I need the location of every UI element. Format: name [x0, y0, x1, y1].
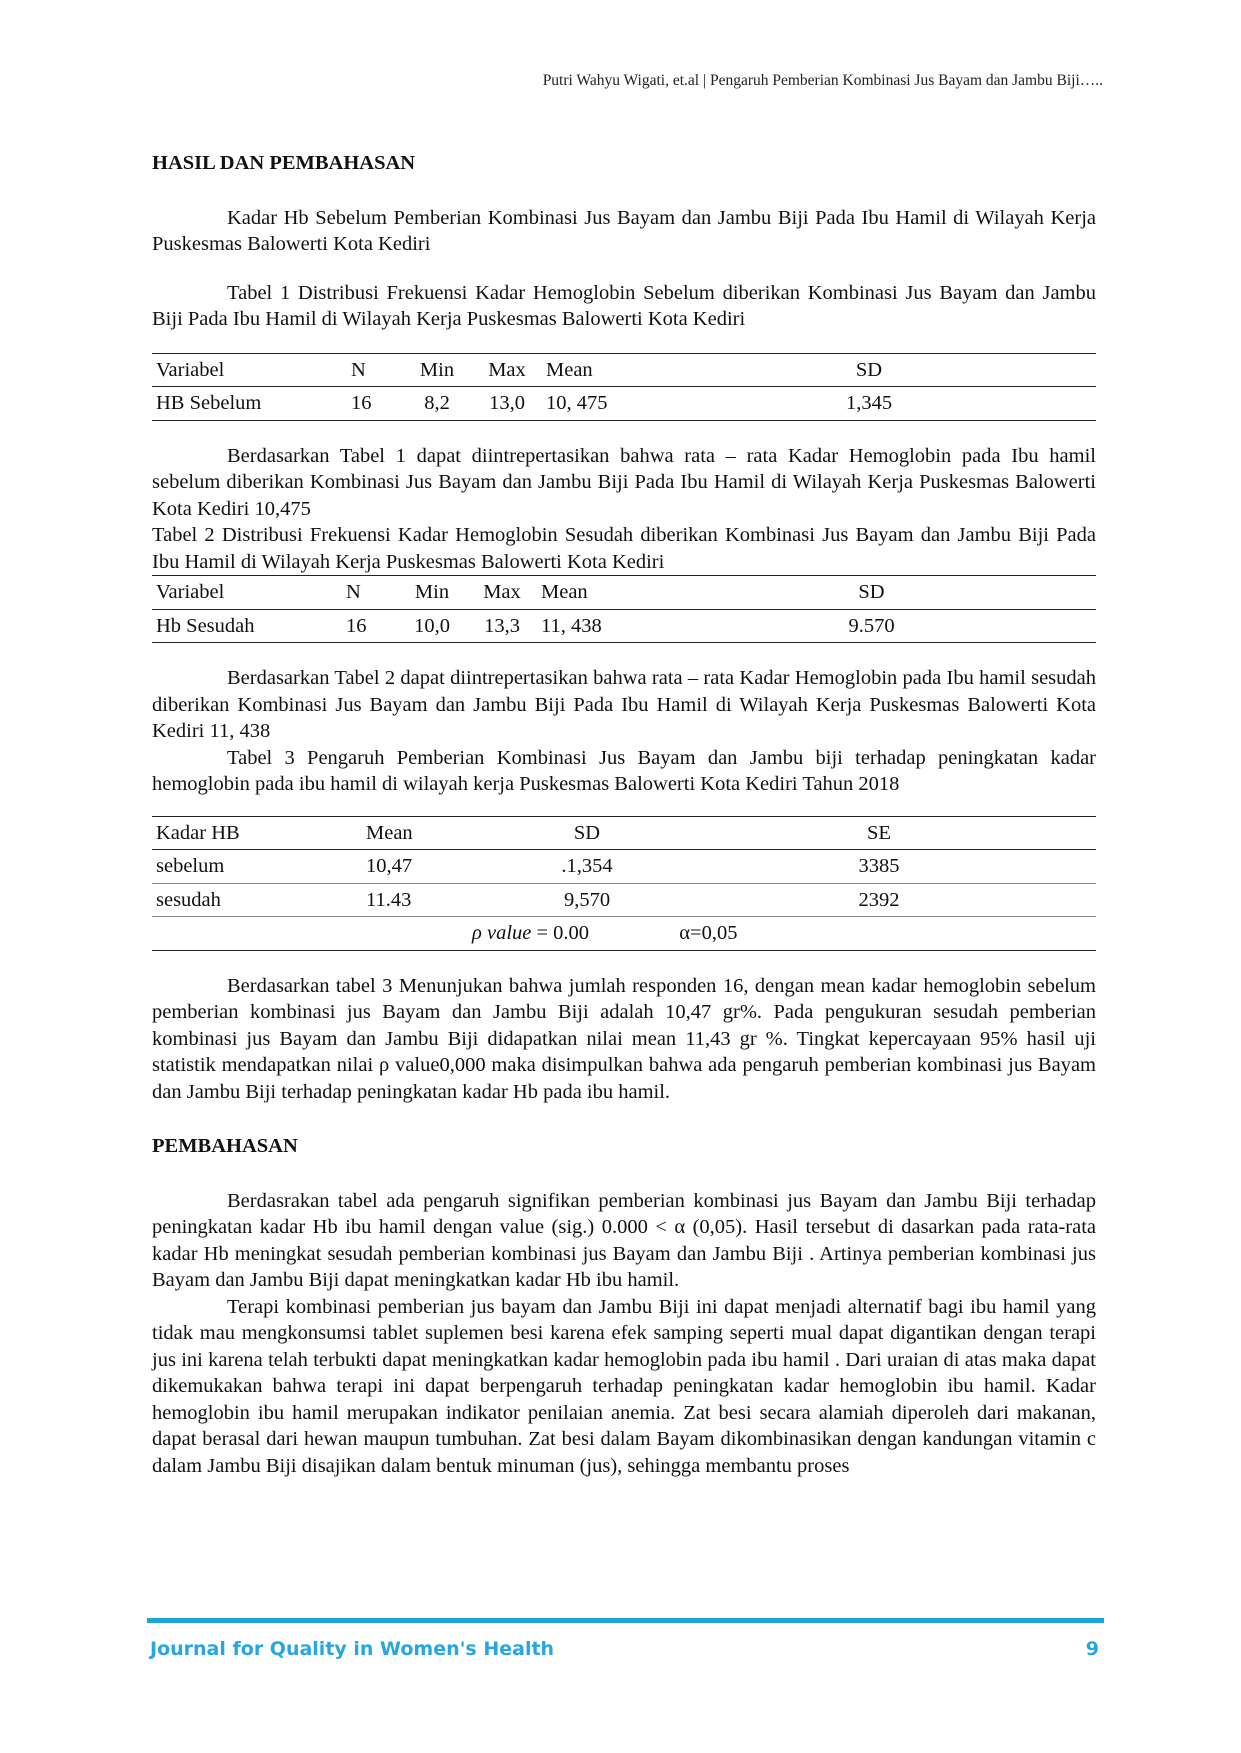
pvalue-label: ρ value	[472, 922, 532, 944]
table1-header-cell: N	[347, 353, 402, 387]
table2-header-cell: Mean	[537, 576, 647, 610]
table3-header-cell: Mean	[362, 816, 512, 850]
table1-cell: 16	[347, 387, 402, 421]
table1-cell: 8,2	[402, 387, 472, 421]
table1-cell: 10, 475	[542, 387, 642, 421]
table-1	[152, 353, 1096, 421]
table3-header-row	[152, 816, 1096, 850]
table3-header-cell: Kadar HB	[152, 816, 362, 850]
table3-cell: 11.43	[362, 883, 512, 917]
results-subtitle: Kadar Hb Sebelum Pemberian Kombinasi Jus Bayam dan Jambu Biji Pada Ibu Hamil di Wilayah Kerja Puskesmas Balowerti Kota Kediri	[152, 206, 1096, 255]
table1-header-cell: Min	[402, 353, 472, 387]
discussion-paragraph-2: Terapi kombinasi pemberian jus bayam dan Jambu Biji ini dapat menjadi alternatif bagi ibu hamil yang tidak mau mengkonsumsi tablet suplemen besi karena efek samping seperti mual dapat digantikan dengan terapi jus ini karena telah terbukti dapat meningkatkan kadar hemoglobin pada ibu hamil . Dari uraian di atas maka dapat dikemukakan bahwa terapi ini dapat berpengaruh terhadap peningkatan kadar hemoglobin ibu hamil. Kadar hemoglobin ibu hamil merupakan indikator penilaian anemia. Zat besi secara alamiah diperoleh dari makanan, dapat berasal dari hewan maupun tumbuhan. Zat besi dalam Bayam dikombinasikan dengan kandungan vitamin c dalam Jambu Biji disajikan dalam bentuk minuman (jus), sehingga membantu proses	[152, 1295, 1096, 1477]
results-paragraph-1: Berdasarkan Tabel 1 dapat diintrepertasikan bahwa rata – rata Kadar Hemoglobin pada Ibu hamil sebelum diberikan Kombinasi Jus Bayam dan Jambu Biji Pada Ibu Hamil di Wilayah Kerja Puskesmas Balowerti Kota Kediri 10,475	[152, 444, 1096, 520]
table3-cell: .1,354	[512, 850, 662, 884]
table2-header-cell: SD	[647, 576, 1096, 610]
table3-cell: sebelum	[152, 850, 362, 884]
table3-cell: 9,570	[512, 883, 662, 917]
table1-data-row	[152, 387, 1096, 421]
footer-page-number: 9	[1085, 1638, 1099, 1660]
running-header: Putri Wahyu Wigati, et.al | Pengaruh Pemberian Kombinasi Jus Bayam dan Jambu Biji…..	[542, 72, 1103, 89]
table-3	[152, 816, 1096, 951]
table3-cell: 3385	[662, 850, 1096, 884]
table2-cell: Hb Sesudah	[152, 609, 342, 643]
table-2	[152, 575, 1096, 643]
table1-header-cell: Variabel	[152, 353, 347, 387]
table3-header-cell: SE	[662, 816, 1096, 850]
table1-header-cell: SD	[642, 353, 1096, 387]
table2-caption: Tabel 2 Distribusi Frekuensi Kadar Hemoglobin Sesudah diberikan Kombinasi Jus Bayam dan Jambu Biji Pada Ibu Hamil di Wilayah Kerja Puskesmas Balowerti Kota Kediri	[152, 524, 1096, 573]
results-paragraph-2: Berdasarkan Tabel 2 dapat diintrepertasikan bahwa rata – rata Kadar Hemoglobin pada Ibu hamil sesudah diberikan Kombinasi Jus Bayam dan Jambu Biji Pada Ibu Hamil di Wilayah Kerja Puskesmas Balowerti Kota Kediri 11, 438	[152, 667, 1096, 742]
table3-row-sebelum	[152, 850, 1096, 884]
table3-cell: sesudah	[152, 883, 362, 917]
table1-cell: 1,345	[642, 387, 1096, 421]
table3-cell: 2392	[662, 883, 1096, 917]
section-heading-results: HASIL DAN PEMBAHASAN	[152, 152, 416, 174]
table3-pvalue-cell	[362, 917, 1096, 951]
footer-journal-name: Journal for Quality in Women's Health	[150, 1638, 555, 1660]
table3-pvalue-row	[152, 917, 1096, 951]
table1-header-cell: Mean	[542, 353, 642, 387]
table3-caption: Tabel 3 Pengaruh Pemberian Kombinasi Jus Bayam dan Jambu biji terhadap peningkatan kadar hemoglobin pada ibu hamil di wilayah kerja Puskesmas Balowerti Kota Kediri Tahun 2018	[152, 746, 1096, 795]
table3-header-cell: SD	[512, 816, 662, 850]
table2-cell: 13,3	[467, 609, 537, 643]
table1-cell: 13,0	[472, 387, 542, 421]
table2-cell: 10,0	[397, 609, 467, 643]
table3-cell: 10,47	[362, 850, 512, 884]
section-heading-discussion: PEMBAHASAN	[152, 1135, 298, 1157]
table2-header-row	[152, 576, 1096, 610]
alpha-value: α=0,05	[679, 922, 738, 944]
table1-header-cell: Max	[472, 353, 542, 387]
results-paragraph-3: Berdasarkan tabel 3 Menunjukan bahwa jumlah responden 16, dengan mean kadar hemoglobin sebelum pemberian kombinasi jus Bayam dan Jambu Biji adalah 10,47 gr%. Pada pengukuran sesudah pemberian kombinasi jus Bayam dan Jambu Biji didapatkan nilai mean 11,43 gr %. Tingkat kepercayaan 95% hasil uji statistik mendapatkan nilai ρ value0,000 maka disimpulkan bahwa ada pengaruh pemberian kombinasi jus Bayam dan Jambu Biji terhadap peningkatan kadar Hb pada ibu hamil.	[152, 974, 1096, 1103]
table2-header-cell: N	[342, 576, 397, 610]
table2-header-cell: Min	[397, 576, 467, 610]
footer-rule	[147, 1618, 1104, 1623]
table2-cell: 11, 438	[537, 609, 647, 643]
table2-header-cell: Max	[467, 576, 537, 610]
table2-header-cell: Variabel	[152, 576, 342, 610]
discussion-paragraph-1: Berdasrakan tabel ada pengaruh signifikan pemberian kombinasi jus Bayam dan Jambu Biji terhadap peningkatan kadar Hb ibu hamil dengan value (sig.) 0.000 < α (0,05). Hasil tersebut di dasarkan pada rata-rata kadar Hb meningkat sesudah pemberian kombinasi jus Bayam dan Jambu Biji . Artinya pemberian kombinasi jus Bayam dan Jambu Biji dapat meningkatkan kadar Hb ibu hamil.	[152, 1189, 1096, 1291]
table2-cell: 16	[342, 609, 397, 643]
table2-data-row	[152, 609, 1096, 643]
pvalue-value: = 0.00	[531, 922, 590, 944]
table2-cell: 9.570	[647, 609, 1096, 643]
table1-header-row	[152, 353, 1096, 387]
table1-caption: Tabel 1 Distribusi Frekuensi Kadar Hemoglobin Sebelum diberikan Kombinasi Jus Bayam dan Jambu Biji Pada Ibu Hamil di Wilayah Kerja Puskesmas Balowerti Kota Kediri	[152, 281, 1096, 330]
table3-row-sesudah	[152, 883, 1096, 917]
page-content	[152, 150, 1096, 1479]
table1-cell: HB Sebelum	[152, 387, 347, 421]
table3-empty-cell	[152, 917, 362, 951]
